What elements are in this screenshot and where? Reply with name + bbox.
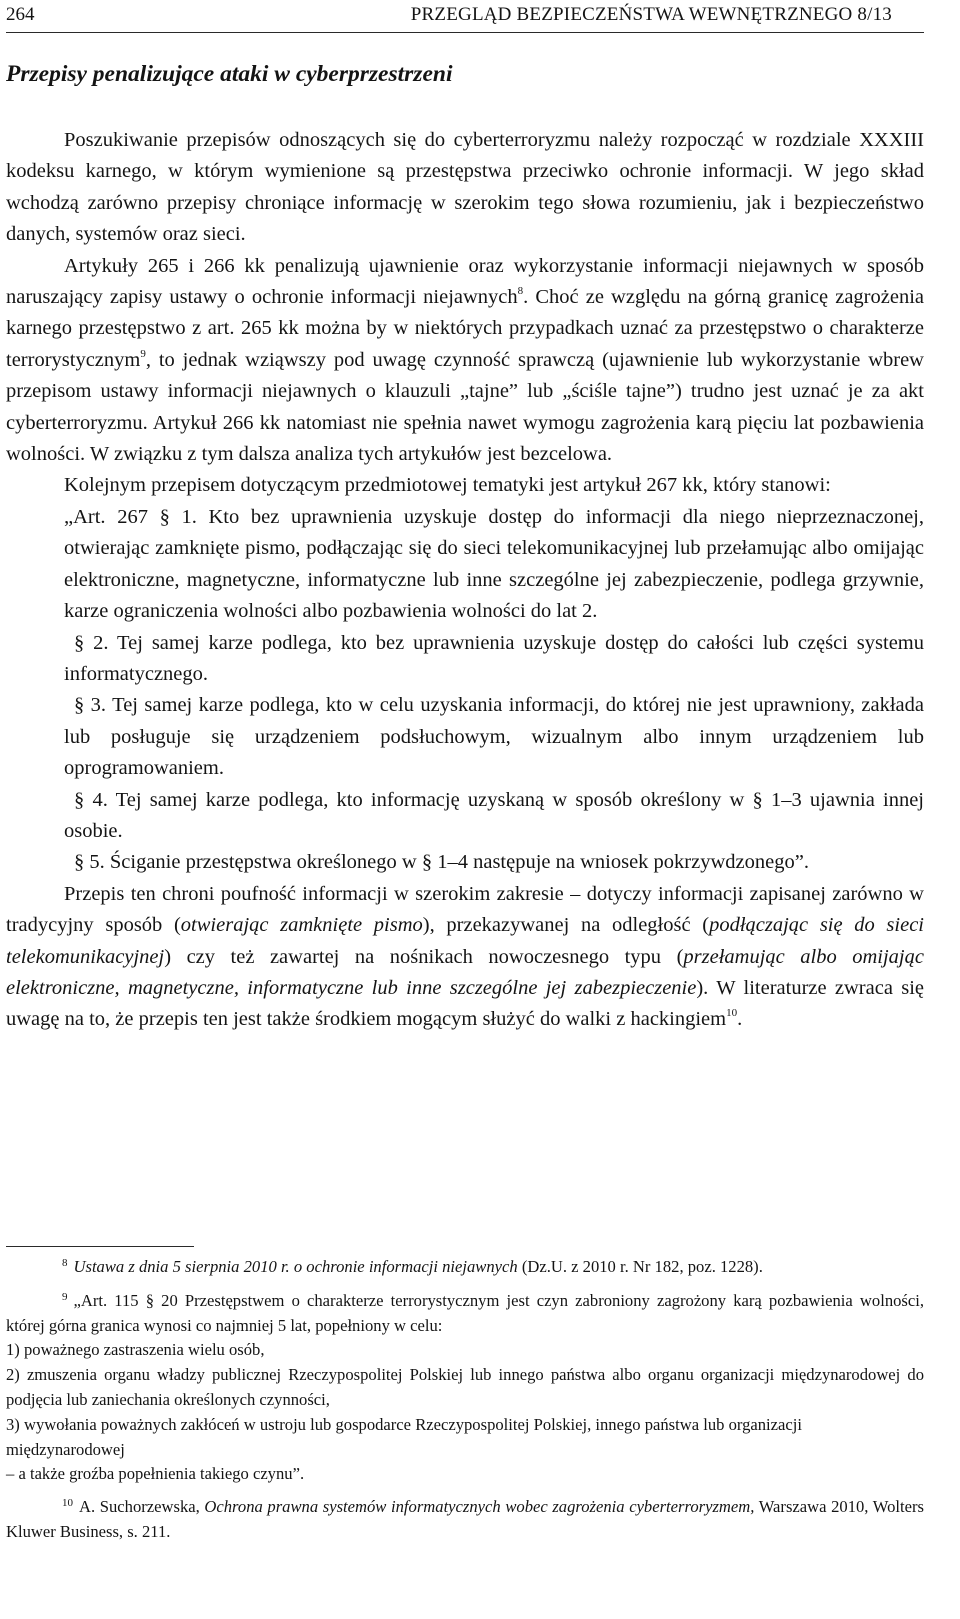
paragraph-1: Poszukiwanie przepisów odnoszących się do cyberterroryzmu należy rozpocząć w rozdziale XXXIII kodeksu karnego, w którym wymienione są przestępstwa przeciwko ochronie informacji. W jego skład wchodzą zarówno przepisy chroniące informację w szerokim tego słowa rozumieniu, jak i bezpieczeństwo danych, systemów oraz sieci. [6, 129, 924, 246]
footnote-9-item-3: 3) wywołania poważnych zakłóceń w ustroju lub gospodarce Rzeczypospolitej Polskiej, innego państwa lub organizacji międzynarodowej [6, 1414, 802, 1459]
footnote-8-italic: Ustawa z dnia 5 sierpnia 2010 r. o ochronie informacji niejawnych [73, 1257, 518, 1276]
quote-section-3: § 3. Tej samej karze podlega, kto w celu uzyskania informacji, do której nie jest uprawniony, zakłada lub posługuje się urządzeniem podsłuchowym, wizualnym albo innym urządzeniem lub oprogramowaniem. [64, 694, 924, 780]
paragraph-3-text: Kolejnym przepisem dotyczącym przedmiotowej tematyki jest artykuł 267 kk, który stanowi: [64, 474, 831, 497]
paragraph-4 [6, 879, 924, 1036]
quote-section-4: § 4. Tej samej karze podlega, kto informację uzyskaną w sposób określony w § 1–3 ujawnia innej osobie. [64, 788, 924, 842]
footnote-9-item-1: 1) poważnego zastraszenia wielu osób, [6, 1340, 265, 1360]
footnote-ref-10[interactable]: 10 [726, 1007, 738, 1020]
statute-quote-art-267 [6, 502, 924, 879]
quote-section-2: § 2. Tej samej karze podlega, kto bez uprawnienia uzyskuje dostęp do całości lub części systemu informatycznego. [64, 631, 924, 685]
footnote-9-item-2: 2) zmuszenia organu władzy publicznej Rzeczypospolitej Polskiej lub innego państwa albo organu organizacji międzynarodowej do podjęcia lub zaniechania określonych czynności, [6, 1365, 924, 1409]
paragraph-4-text-b: ), przekazywanej na odległość ( [422, 914, 710, 937]
paragraph-3 [6, 470, 924, 501]
footnote-ref-8[interactable]: 8 [517, 285, 524, 298]
footnote-10 [6, 1495, 924, 1545]
footnote-ref-9[interactable]: 9 [140, 347, 146, 360]
footnotes [6, 1255, 924, 1545]
paragraph-2-text-b: . Choć ze względu na górną granicę zagrożenia karnego przestępstwo z art. 265 kk można by w niektórych przypadkach uznać za przestępstwo o charakterze terrorystycznym [6, 286, 924, 371]
quote-section-1: „Art. 267 § 1. Kto bez uprawnienia uzyskuje dostęp do informacji dla niego nieprzeznaczonej, otwierając zamknięte pismo, podłączając się do sieci telekomunikacyjnej lub przełamując albo omijając elektroniczne, magnetyczne, informatyczne lub inne szczególne jej zabezpieczenie, podlega grzywnie, karze ograniczenia wolności albo pozbawienia wolności do lat 2. [64, 505, 924, 623]
footnote-9 [6, 1289, 924, 1339]
footnote-8-rest: (Dz.U. z 2010 r. Nr 182, poz. 1228). [517, 1257, 763, 1276]
paragraph-4-italic-3: przełamując albo omijając elektroniczne, magnetyczne, informatyczne lub inne szczególne jej zabezpieczenie [6, 945, 924, 999]
footnote-9-number: 9 [62, 1290, 68, 1303]
footnote-8-number: 8 [62, 1257, 68, 1269]
paragraph-4-text-e: . [737, 1008, 743, 1031]
footnote-9-text: „Art. 115 § 20 Przestępstwem o charakterze terrorystycznym jest czyn zabroniony zagrożony karą pozbawienia wolności, której górna granica wynosi co najmniej 5 lat, popełniony w celu: [6, 1290, 924, 1335]
footnote-separator [6, 1246, 194, 1247]
section-title: Przepisy penalizujące ataki w cyberprzestrzeni [6, 61, 453, 87]
footnote-10-rest: Warszawa 2010, Wolters Kluwer Business, s. 211. [6, 1497, 924, 1541]
running-header [6, 2, 924, 33]
article-body [6, 125, 924, 1036]
paragraph-2-text-a: Artykuły 265 i 266 kk penalizują ujawnienie oraz wykorzystanie informacji niejawnych w sposób naruszający zapisy ustawy o ochronie informacji niejawnych [6, 254, 924, 309]
paragraph-4-text-a: Przepis ten chroni poufność informacji w szerokim zakresie – dotyczy informacji zapisanej zarówno w tradycyjny sposób ( [6, 882, 924, 937]
footnote-9-item-4: – a także groźba popełnienia takiego czynu”. [6, 1464, 305, 1484]
paragraph-4-italic-2: podłączając się do sieci telekomunikacyjnej [6, 914, 924, 968]
paragraph-4-text-d: ). W literaturze zwraca się uwagę na to, że przepis ten jest także środkiem mogącym służyć do walki z hackingiem [6, 976, 924, 1031]
paragraph-4-text-c: ) czy też zawartej na nośnikach nowoczesnego typu ( [164, 945, 684, 968]
quote-section-5: § 5. Ściganie przestępstwa określonego w § 1–4 następuje na wniosek pokrzywdzonego”. [74, 851, 809, 874]
footnote-10-author: A. Suchorzewska, [79, 1497, 205, 1517]
footnote-10-italic: Ochrona prawna systemów informatycznych wobec zagrożenia cyberterroryzmem, [204, 1497, 755, 1517]
paragraph-4-italic-1: otwierając zamknięte pismo [180, 914, 423, 937]
page-number: 264 [6, 4, 35, 25]
footnote-10-number: 10 [62, 1497, 73, 1510]
footnote-8 [6, 1255, 924, 1280]
paragraph-2 [6, 251, 924, 471]
paragraph-2-text-c: , to jednak wziąwszy pod uwagę czynność sprawczą (ujawnienie lub wykorzystanie wbrew przepisom ustawy informacji niejawnych o klauzuli „tajne” lub „ściśle tajne”) trudno jest uznać je za akt cyberterroryzmu. Artykuł 266 kk natomiast nie spełnia nawet wymogu zagrożenia karą pięciu lat pozbawienia wolności. W związku z tym dalsza analiza tych artykułów jest bezcelowa. [6, 348, 924, 466]
journal-running-title: PRZEGLĄD BEZPIECZEŃSTWA WEWNĘTRZNEGO 8/13 [410, 4, 892, 25]
